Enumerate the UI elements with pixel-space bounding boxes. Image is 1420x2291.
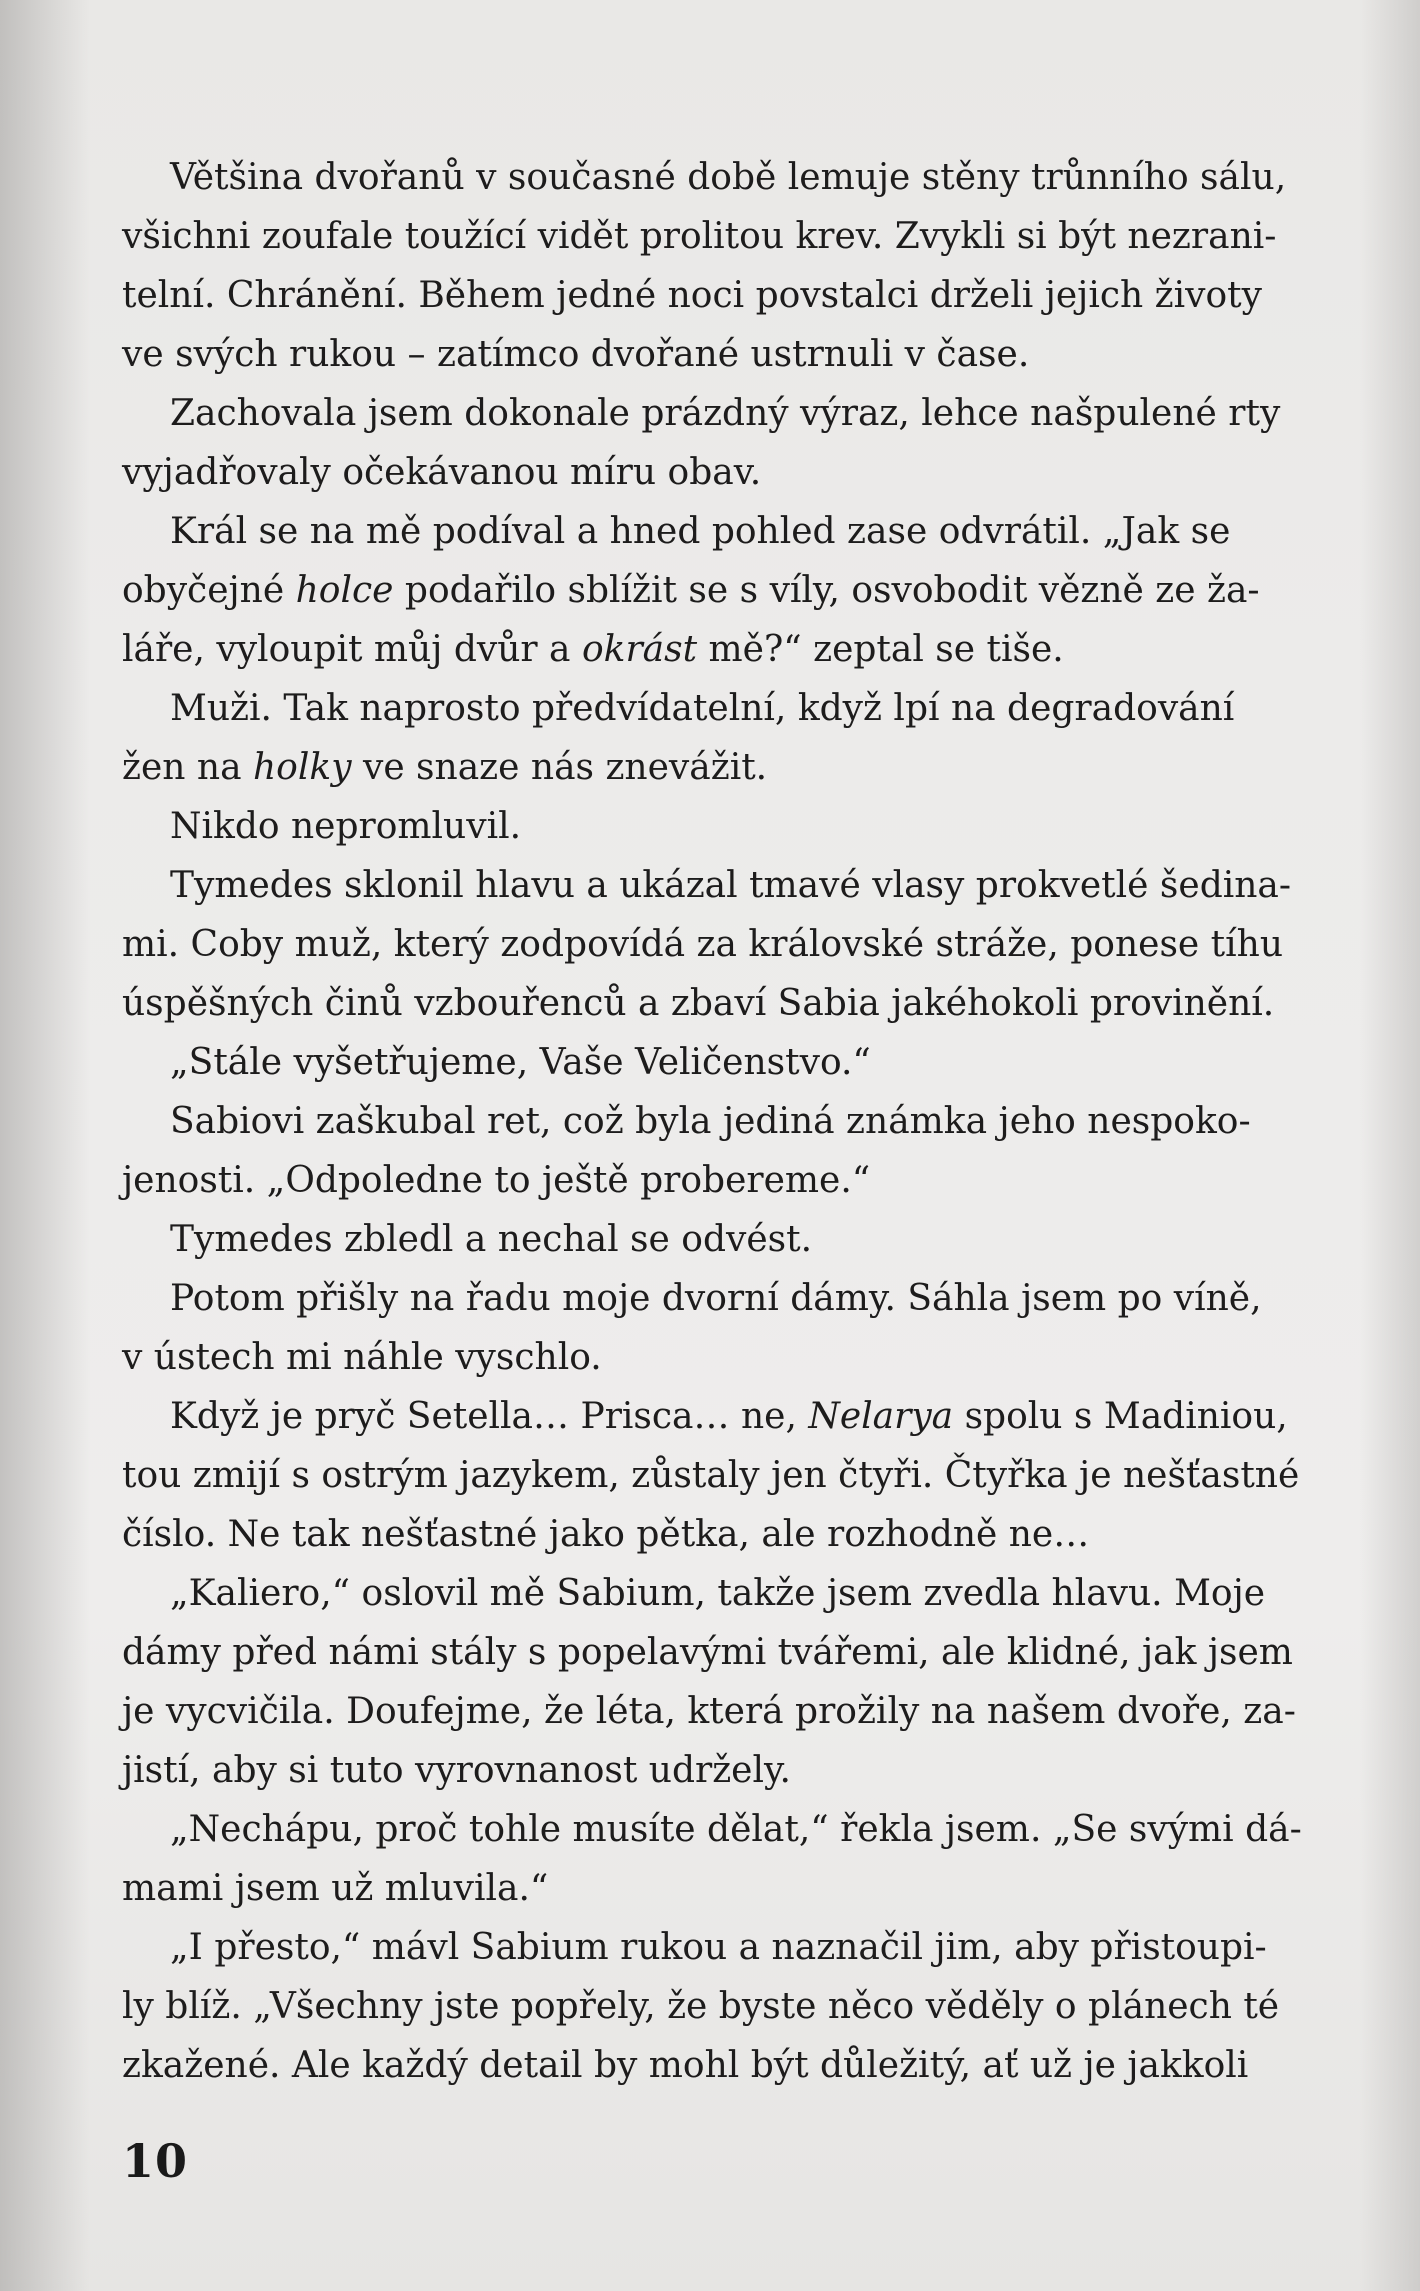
text-line: je vycvičila. Doufejme, že léta, která prožily na našem dvoře, za- [122,1691,1296,1732]
text-line: všichni zoufale toužící vidět prolitou krev. Zvykli si být nezrani- [122,216,1277,257]
body-text [122,148,1302,2095]
text-line: Potom přišly na řadu moje dvorní dámy. Sáhla jsem po víně, [170,1278,1262,1319]
text-line: Sabiovi zaškubal ret, což byla jediná známka jeho nespoko- [170,1101,1251,1142]
text-line: žen na holky ve snaze nás znevážit. [122,747,768,788]
text-line: „Kaliero,“ oslovil mě Sabium, takže jsem zvedla hlavu. Moje [170,1573,1266,1614]
text-line: úspěšných činů vzbouřenců a zbaví Sabia jakéhokoli provinění. [122,983,1275,1024]
text-line: Muži. Tak naprosto předvídatelní, když lpí na degradování [170,688,1235,729]
text-line: Zachovala jsem dokonale prázdný výraz, lehce našpulené rty [170,393,1281,434]
text-line: ly blíž. „Všechny jste popřely, že byste něco věděly o plánech té [122,1986,1280,2027]
page-number: 10 [122,2134,189,2188]
text-line: Tymedes zbledl a nechal se odvést. [170,1219,813,1260]
text-line: jistí, aby si tuto vyrovnanost udržely. [122,1750,791,1791]
text-line: dámy před námi stály s popelavými tvářemi, ale klidné, jak jsem [122,1632,1293,1673]
text-line: Když je pryč Setella… Prisca… ne, Nelarya spolu s Madiniou, [170,1396,1288,1437]
text-line: „Nechápu, proč tohle musíte dělat,“ řekla jsem. „Se svými dá- [170,1809,1302,1850]
text-line: mi. Coby muž, který zodpovídá za královské stráže, ponese tíhu [122,924,1284,965]
text-line: Většina dvořanů v současné době lemuje stěny trůnního sálu, [170,157,1287,198]
text-line: vyjadřovaly očekávanou míru obav. [122,452,762,493]
text-line: ve svých rukou – zatímco dvořané ustrnuli v čase. [122,334,1030,375]
text-line: jenosti. „Odpoledne to ještě probereme.“ [122,1160,871,1201]
text-line: zkažené. Ale každý detail by mohl být důležitý, ať už je jakkoli [122,2045,1249,2086]
text-line: Nikdo nepromluvil. [170,806,522,847]
text-line: tou zmijí s ostrým jazykem, zůstaly jen čtyři. Čtyřka je nešťastné [122,1455,1300,1496]
text-line: Král se na mě podíval a hned pohled zase odvrátil. „Jak se [170,511,1231,552]
text-line: „Stále vyšetřujeme, Vaše Veličenstvo.“ [170,1042,871,1083]
text-line: obyčejné holce podařilo sblížit se s víly, osvobodit vězně ze ža- [122,570,1260,611]
text-line: láře, vyloupit můj dvůr a okrást mě?“ zeptal se tiše. [122,629,1064,670]
text-line: číslo. Ne tak nešťastné jako pětka, ale rozhodně ne… [122,1514,1090,1555]
text-line: v ústech mi náhle vyschlo. [122,1337,602,1378]
text-line: „I přesto,“ mávl Sabium rukou a naznačil jim, aby přistoupi- [170,1927,1267,1968]
text-line: mami jsem už mluvila.“ [122,1868,549,1909]
text-line: Tymedes sklonil hlavu a ukázal tmavé vlasy prokvetlé šedina- [170,865,1292,906]
text-line: telní. Chránění. Během jedné noci povstalci drželi jejich životy [122,275,1262,316]
